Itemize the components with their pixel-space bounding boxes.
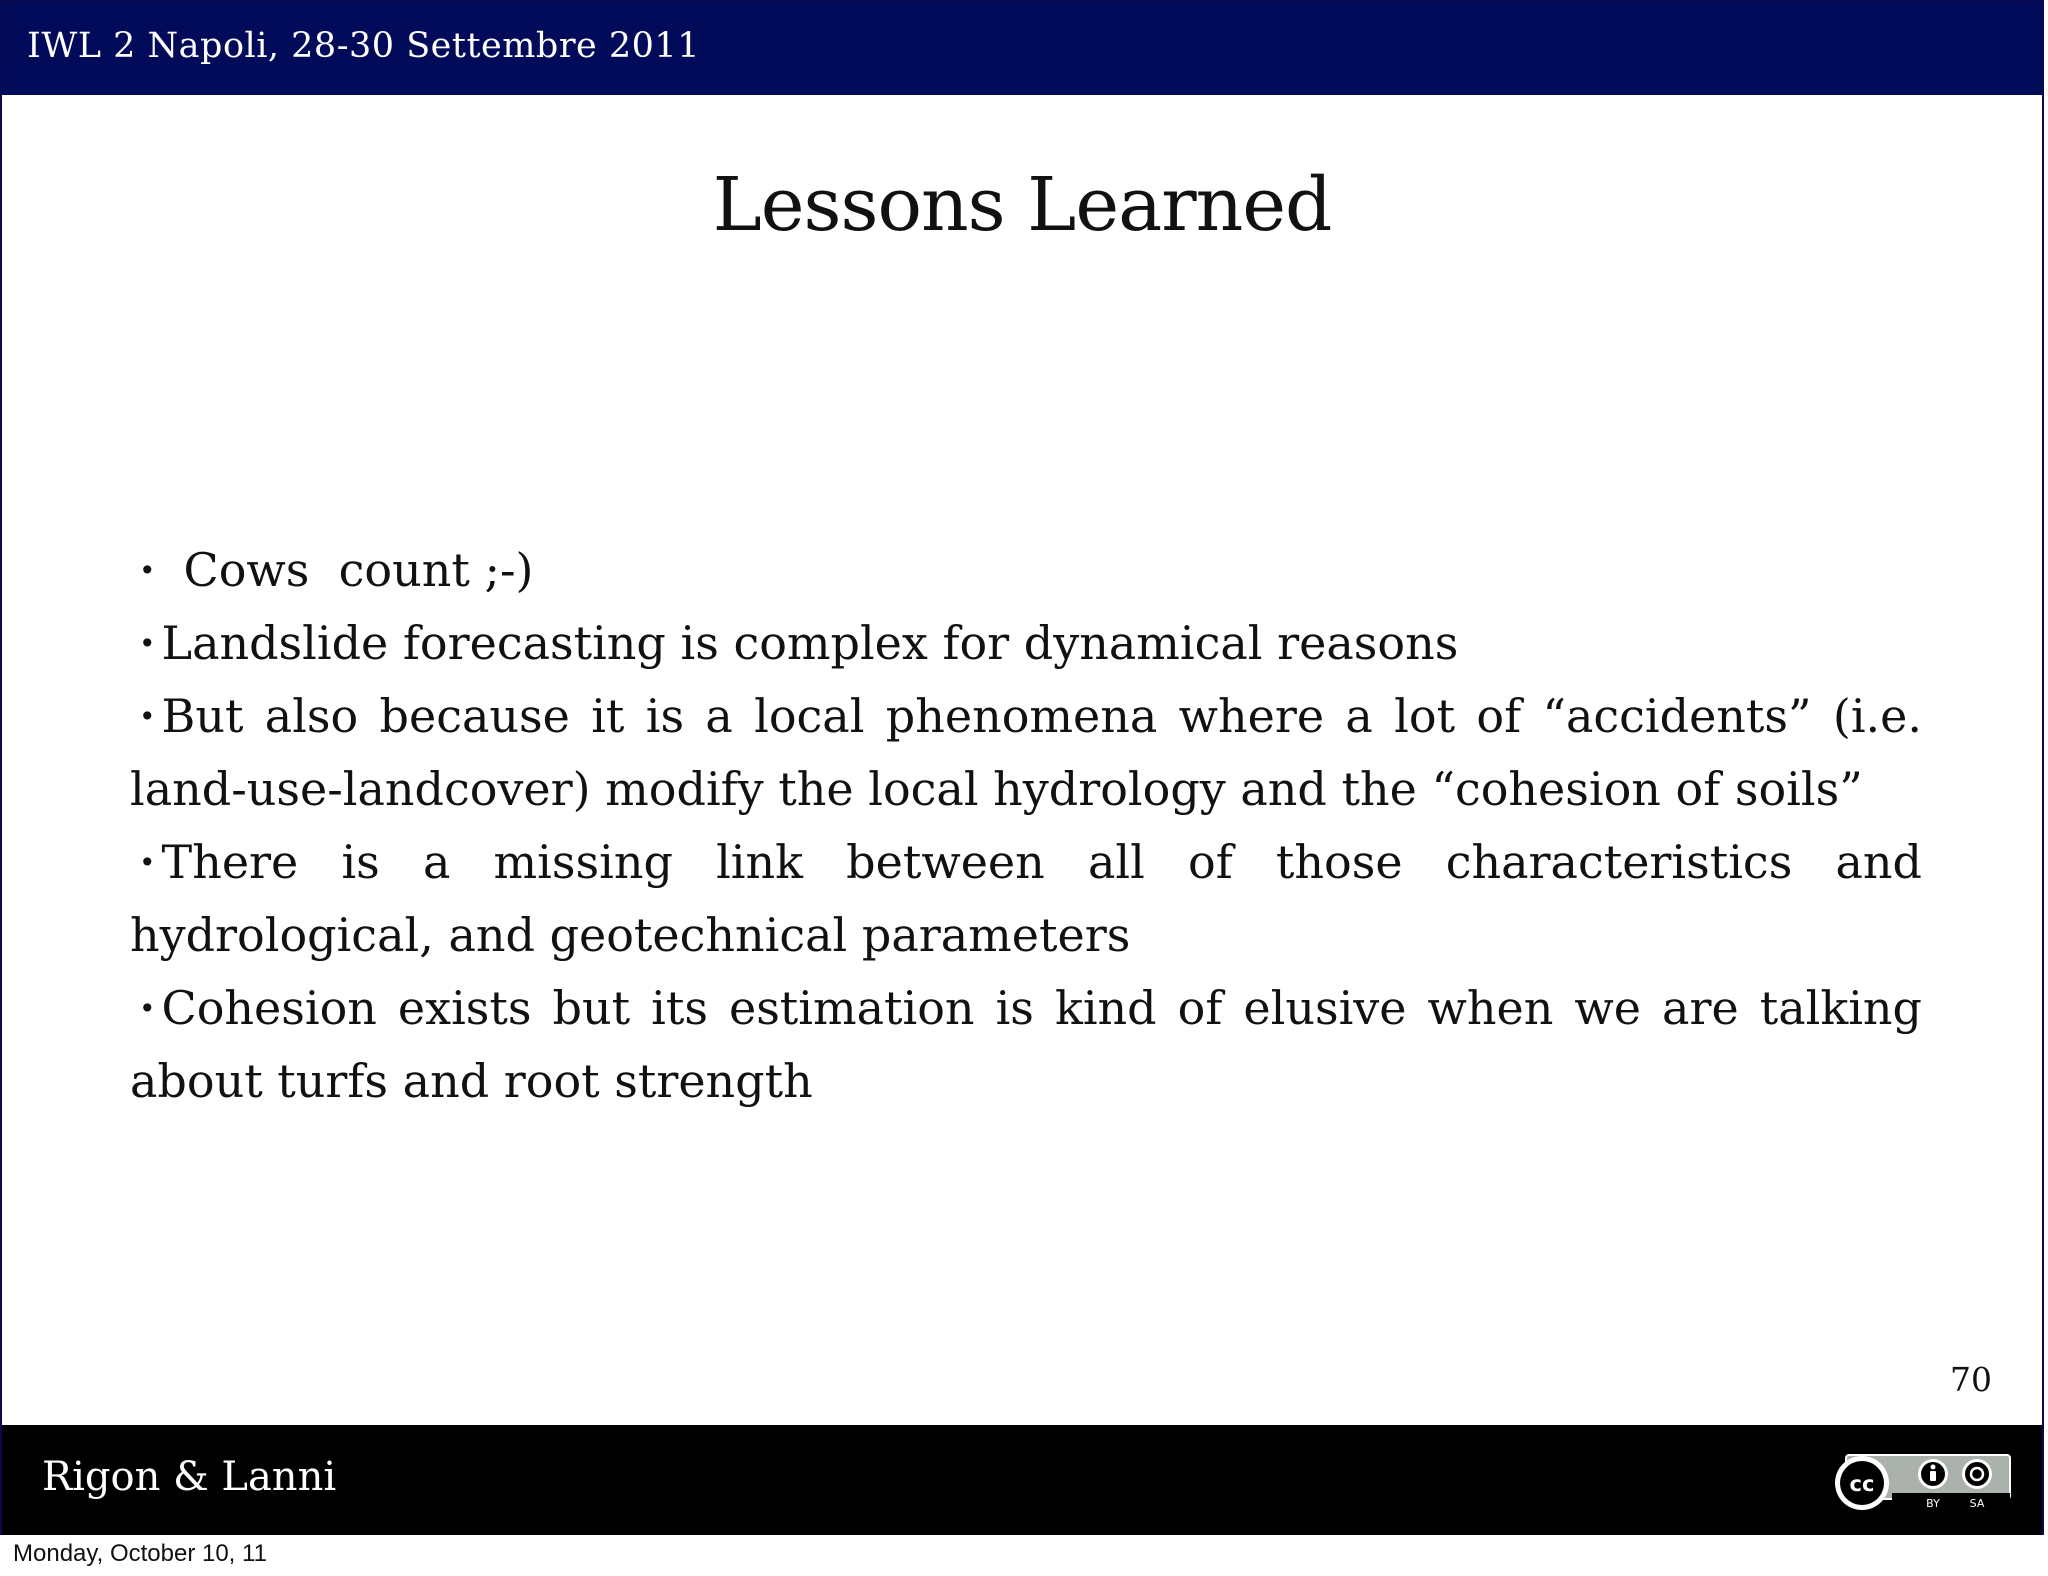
bullet-item [130, 607, 1922, 680]
bullet-item [130, 826, 1922, 972]
bullet-icon: • [139, 700, 156, 733]
bullet-item [130, 680, 1922, 826]
bullet-text: But also because it is a local phenomena where a lot of “accidents” (i.e. land-use-landcover) modify the local hydrology and the “cohesion of soils” [130, 689, 1922, 816]
header-bar [2, 2, 2042, 95]
page-number: 70 [1950, 1360, 1992, 1399]
date-caption: Monday, October 10, 11 [13, 1540, 267, 1567]
bullet-icon: • [139, 554, 156, 587]
slide-title: Lessons Learned [712, 162, 1332, 248]
bullet-text: Cohesion exists but its estimation is kind of elusive when we are talking about turfs and root strength [130, 981, 1922, 1108]
event-title: IWL 2 Napoli, 28-30 Settembre 2011 [27, 26, 700, 66]
bullet-icon: • [139, 992, 156, 1025]
license-sa-label: SA [1969, 1497, 1985, 1510]
bullet-item [130, 972, 1922, 1118]
bullet-text: Landslide forecasting is complex for dynamical reasons [161, 616, 1459, 670]
bullet-list [130, 534, 1922, 1118]
footer-bar [2, 1425, 2042, 1535]
license-by-label: BY [1926, 1497, 1940, 1510]
cc-by-sa-icon [1832, 1453, 2012, 1513]
bullet-text: There is a missing link between all of those characteristics and hydrological, and geotechnical parameters [130, 835, 1922, 962]
svg-text:cc: cc [1849, 1472, 1875, 1496]
bullet-icon: • [139, 627, 156, 660]
bullet-text: Cows count ;-) [183, 543, 534, 597]
bullet-item [130, 534, 1922, 607]
authors: Rigon & Lanni [42, 1454, 337, 1500]
bullet-icon: • [139, 846, 156, 879]
